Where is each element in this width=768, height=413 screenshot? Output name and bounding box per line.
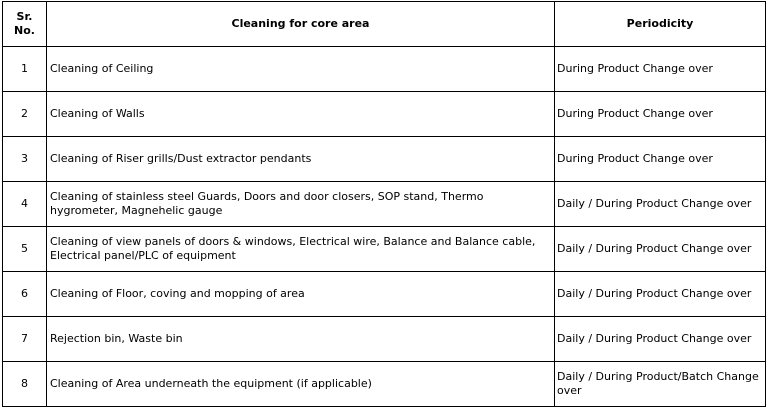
header-row [3,2,766,47]
table-row [3,182,766,227]
periodicity-cell: During Product Change over [555,137,766,182]
sr-no-cell: 3 [3,137,47,182]
header-sr-no: Sr. No. [3,2,47,47]
table-row [3,272,766,317]
sr-no-cell: 1 [3,47,47,92]
periodicity-cell: Daily / During Product Change over [555,182,766,227]
task-cell: Cleaning of view panels of doors & windows, Electrical wire, Balance and Balance cable, Electrical panel/PLC of equipment [47,227,555,272]
task-cell: Cleaning of Riser grills/Dust extractor pendants [47,137,555,182]
cleaning-schedule-table [2,1,766,407]
task-cell: Cleaning of stainless steel Guards, Doors and door closers, SOP stand, Thermo hygrometer, Magnehelic gauge [47,182,555,227]
table-row [3,317,766,362]
periodicity-cell: Daily / During Product/Batch Change over [555,362,766,407]
sr-no-cell: 5 [3,227,47,272]
table-row [3,137,766,182]
periodicity-cell: During Product Change over [555,92,766,137]
table-row [3,362,766,407]
sr-no-cell: 8 [3,362,47,407]
periodicity-cell: Daily / During Product Change over [555,317,766,362]
sr-no-cell: 6 [3,272,47,317]
table-row [3,92,766,137]
sr-no-cell: 4 [3,182,47,227]
table-row [3,47,766,92]
header-periodicity: Periodicity [555,2,766,47]
table-row [3,227,766,272]
task-cell: Cleaning of Area underneath the equipment (if applicable) [47,362,555,407]
periodicity-cell: Daily / During Product Change over [555,272,766,317]
task-cell: Cleaning of Floor, coving and mopping of area [47,272,555,317]
sr-no-cell: 2 [3,92,47,137]
task-cell: Cleaning of Ceiling [47,47,555,92]
periodicity-cell: Daily / During Product Change over [555,227,766,272]
task-cell: Rejection bin, Waste bin [47,317,555,362]
task-cell: Cleaning of Walls [47,92,555,137]
header-task: Cleaning for core area [47,2,555,47]
sr-no-cell: 7 [3,317,47,362]
periodicity-cell: During Product Change over [555,47,766,92]
